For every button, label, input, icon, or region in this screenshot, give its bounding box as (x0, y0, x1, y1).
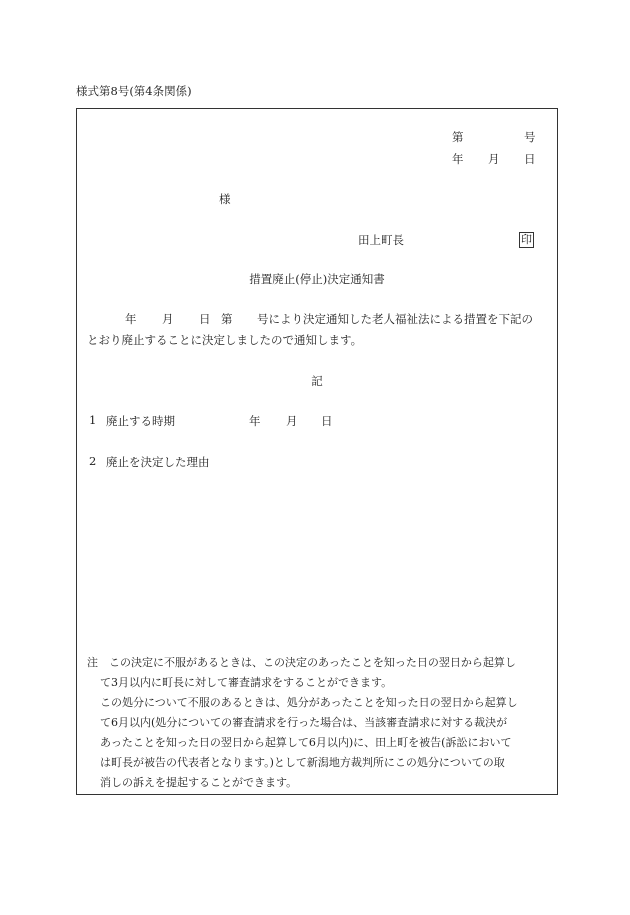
date-day: 日 (524, 152, 536, 166)
date-year: 年 (452, 152, 464, 166)
body-line1-rest: 号により決定通知した老人福祉法による措置を下記の (257, 312, 533, 326)
document-title: 措置廃止(停止)決定通知書 (249, 272, 385, 286)
date-month: 月 (488, 152, 500, 166)
item-2-number: 2 (89, 454, 97, 468)
body-year: 年 (125, 312, 137, 326)
item-1-label: 廃止する時期 (106, 414, 175, 428)
ki-heading: 記 (311, 374, 323, 388)
note-line-7: 消しの訴えを提起することができます。 (100, 776, 298, 789)
note-line-5: あったことを知った日の翌日から起算して6月以内)に、田上町を被告(訴訟において (100, 736, 512, 749)
doc-number-prefix: 第 (452, 130, 464, 144)
issuer-title: 田上町長 (358, 233, 404, 247)
note-line-3: この処分について不服のあるときは、処分があったことを知った日の翌日から起算し (100, 696, 518, 709)
note-line-6: は町長が被告の代表者となります。)として新潟地方裁判所にこの処分についての取 (100, 756, 505, 769)
item-1-day: 日 (321, 414, 333, 428)
note-line-2: て3月以内に町長に対して審査請求をすることができます。 (100, 676, 393, 689)
seal-mark: 印 (521, 233, 532, 246)
item-1-month: 月 (286, 414, 298, 428)
note-line-4: て6月以内(処分についての審査請求を行った場合は、当該審査請求に対する裁決が (100, 716, 508, 729)
item-1-number: 1 (89, 413, 97, 427)
body-month: 月 (162, 312, 174, 326)
doc-number-suffix: 号 (524, 130, 536, 144)
body-line2: とおり廃止することに決定しましたので通知します。 (87, 333, 363, 347)
form-number: 様式第8号(第4条関係) (76, 84, 192, 98)
item-2-label: 廃止を決定した理由 (106, 455, 210, 469)
body-day: 日 (199, 312, 211, 326)
notice-frame (76, 108, 558, 795)
note-line-1: 注 この決定に不服があるときは、この決定のあったことを知った日の翌日から起算し (87, 656, 516, 669)
body-number-prefix: 第 (221, 312, 233, 326)
addressee-suffix: 様 (219, 192, 231, 206)
item-1-year: 年 (249, 414, 261, 428)
